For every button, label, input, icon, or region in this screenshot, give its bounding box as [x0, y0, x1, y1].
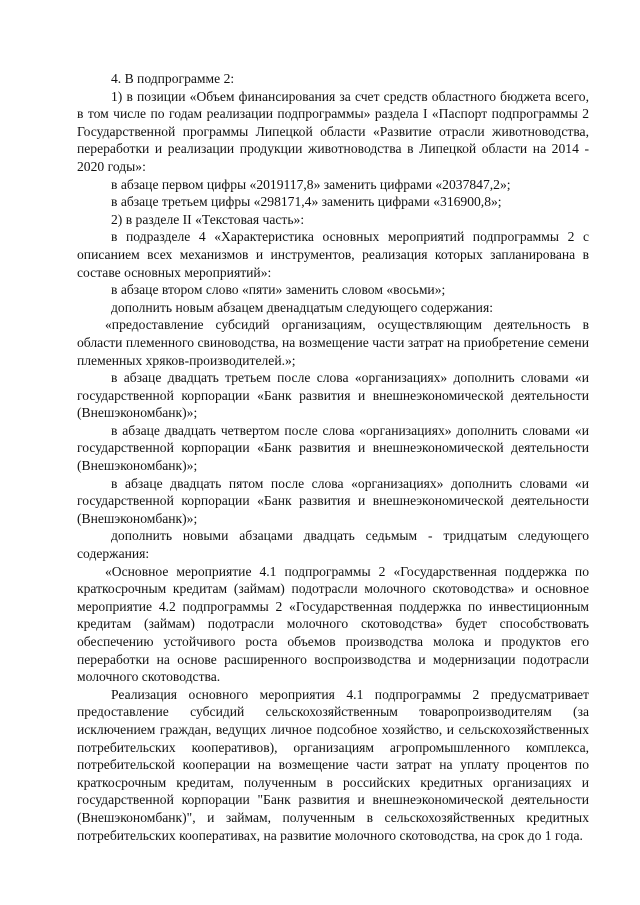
document-page [77, 70, 589, 844]
paragraph-implementation-4-1: Реализация основного мероприятия 4.1 подпрограммы 2 предусматривает предоставление субсидий сельскохозяйственным товаропроизводителям (за исключением граждан, ведущих личное подсобное хозяйство, и сельскохозяйственных потребительских кооперативов), организациям агропромышленного комплекса, потребительской кооперации на возмещение части затрат на уплату процентов по краткосрочным кредитам, полученным в российских кредитных организациях и государственной корпорации "Банк развития и внешнеэкономической деятельности (Внешэкономбанк)", и займам, полученным в сельскохозяйственных кредитных потребительских кооперативах, на развитие молочного скотоводства, на срок до 1 года. [77, 686, 589, 843]
quote-pig-breeding: «предоставление субсидий организациям, осуществляющим деятельность в области племенного свиноводства, на возмещение части затрат на приобретение семени племенных хряков-производителей.»; [77, 317, 589, 368]
paragraph-twenty-fourth: в абзаце двадцать четвертом после слова «организациях» дополнить словами «и государственной корпорации «Банк развития и внешнеэкономической деятельности (Внешэкономбанк)»; [77, 422, 589, 474]
paragraph-first-figures: в абзаце первом цифры «2019117,8» заменить цифрами «2037847,2»; [111, 176, 511, 192]
quote-main-measure-4-1: «Основное мероприятие 4.1 подпрограммы 2 «Государственная поддержка по краткосрочным кредитам (займам) подотрасли молочного скотоводства» и основное мероприятие 4.2 подпрограммы 2 «Государственная поддержка по инвестиционным кредитам (займам) подотрасли молочного скотоводства» будет способствовать обеспечению устойчивого роста объемов производства молока и продуктов его переработки на основе расширенного воспроизводства и модернизации подотрасли молочного скотоводства. [77, 563, 589, 685]
item-4-heading: 4. В подпрограмме 2: [111, 71, 235, 86]
add-paragraph-twelfth: дополнить новым абзацем двенадцатым следующего содержания: [111, 299, 493, 315]
subsection-4-characteristics: в подразделе 4 «Характеристика основных мероприятий подпрограммы 2 с описанием всех механизмов и инструментов, реализация которых запланирована в составе основных мероприятий»: [77, 229, 589, 280]
paragraph-twenty-third: в абзаце двадцать третьем после слова «организациях» дополнить словами «и государственной корпорации «Банк развития и внешнеэкономической деятельности (Внешэкономбанк)»; [77, 370, 589, 421]
paragraph-twenty-fifth: в абзаце двадцать пятом после слова «организациях» дополнить словами «и государственной корпорации «Банк развития и внешнеэкономической деятельности (Внешэкономбанк)»; [77, 475, 589, 526]
paragraph-second-word: в абзаце втором слово «пяти» заменить словом «восьми»; [111, 282, 446, 298]
add-paragraphs-27-30: дополнить новыми абзацами двадцать седьмым - тридцатым следующего содержания: [77, 528, 589, 562]
paragraph-third-figures: в абзаце третьем цифры «298171,4» заменить цифрами «316900,8»; [111, 194, 502, 210]
subitem-1-financing: 1) в позиции «Объем финансирования за счет средств областного бюджета всего, в том числе по годам реализации подпрограммы» раздела I «Паспорт подпрограммы 2 Государственной программы Липецкой области «Развитие отрасли животноводства, переработки и реализации продукции животноводства в Липецкой области на 2014 - 2020 годы»: [77, 88, 589, 174]
subitem-2-text-part: 2) в разделе II «Текстовая часть»: [111, 211, 305, 227]
